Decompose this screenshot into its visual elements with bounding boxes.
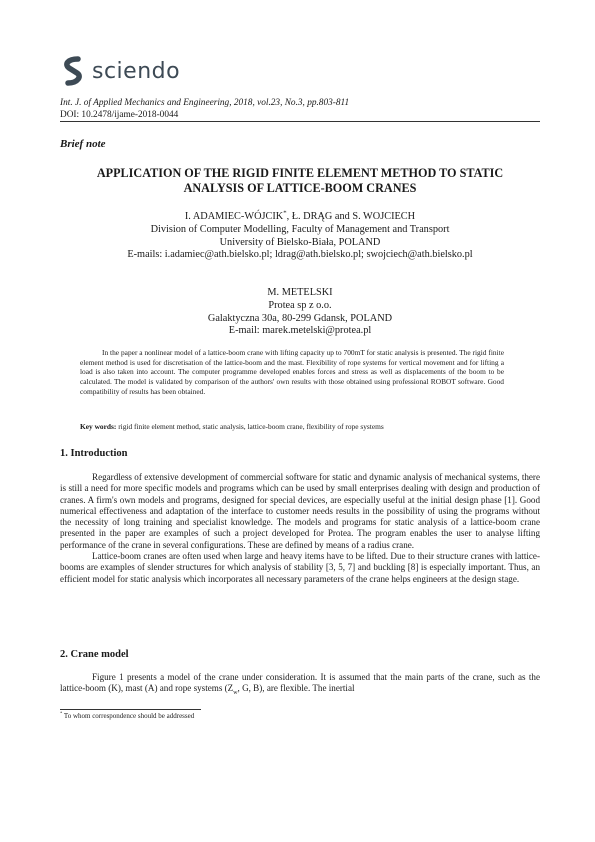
author-names: M. METELSKI <box>267 287 333 298</box>
publisher-logo <box>60 56 180 86</box>
author-emails: E-mails: i.adamiec@ath.bielsko.pl; ldrag@ath.bielsko.pl; swojciech@ath.bielsko.pl <box>127 249 473 261</box>
paragraph: Lattice-boom cranes are often used when large and heavy items have to be lifted. Due to their structure cranes with lattice-booms are examples of slender structures for which analysis of stability [3, 5, 7] and buckling [8] is especially important. Thus, an efficient model for static analysis which incorporates all necessary parameters of the crane helps engineers at the design stage. <box>60 551 540 584</box>
paragraph: Regardless of extensive development of commercial software for static and dynamic analysis of mechanical systems, there is still a need for more specific models and programs which can be used by small enterprises dealing with design and production of cranes. A firm's own models and programs, designed for special devices, are especially useful at the initial design phase [1]. Good numerical effectiveness and adaptation of the interface to customer needs results in the possibility of using the programs without the necessity of long training and specialist knowledge. The models and programs for static analysis of a lattice-boom crane presented in the paper are examples of such a project developed for Protea. The program enables the user to analyse lifting performance of the crane in several configurations. These are defined by means of a radius crane. <box>60 472 540 550</box>
footnote-divider <box>60 709 201 710</box>
footnote: * To whom correspondence should be addressed <box>60 710 195 720</box>
affiliation-line: Division of Computer Modelling, Faculty of Management and Transport <box>150 223 450 235</box>
author-names: I. ADAMIEC-WÓJCIK*, Ł. DRĄG and S. WOJCIECH <box>184 209 416 222</box>
keywords-label: Key words: <box>80 422 117 431</box>
header-divider <box>60 121 540 122</box>
footnote-marker: * <box>283 209 287 217</box>
author-block <box>60 287 540 338</box>
title-line: APPLICATION OF THE RIGID FINITE ELEMENT METHOD TO STATIC <box>96 166 504 180</box>
article-type: Brief note <box>60 138 106 150</box>
keywords-text: rigid finite element method, static analysis, lattice-boom crane, flexibility of rope systems <box>116 422 384 431</box>
affiliation-line: Protea sp z o.o. <box>268 299 332 311</box>
paragraph: Figure 1 presents a model of the crane under consideration. It is assumed that the main parts of the crane, such as the lattice-boom (K), mast (A) and rope systems ($Z_w$, G, B), are flexible. The inertial <box>60 672 540 697</box>
affiliation-line: University of Bielsko-Biała, POLAND <box>219 236 381 248</box>
affiliation-line: Galaktyczna 30a, 80-299 Gdansk, POLAND <box>207 312 393 324</box>
sciendo-s-icon <box>60 56 86 86</box>
section-heading: 1. Introduction <box>60 448 128 459</box>
author-block <box>60 211 540 262</box>
section-heading: 2. Crane model <box>60 649 129 660</box>
doi: DOI: 10.2478/ijame-2018-0044 <box>60 110 179 120</box>
paper-title <box>60 166 540 196</box>
author-emails: E-mail: marek.metelski@protea.pl <box>228 325 372 337</box>
abstract: In the paper a nonlinear model of a lattice-boom crane with lifting capacity up to 700mT for static analysis is presented. The rigid finite element method is used for discretisation of the lattice-boom and the mast. Flexibility of rope systems for vertical movement and for lifting a load is also taken into account. The computer programme developed enables forces and stress as well as displacements of the boom to be calculated. The model is validated by comparison of the authors' own results with those obtained using professional ROBOT software. Good compatibility of results has been obtained. <box>80 348 504 396</box>
section-body <box>60 472 540 585</box>
keywords <box>80 422 504 431</box>
journal-citation: Int. J. of Applied Mechanics and Engineering, 2018, vol.23, No.3, pp.803-811 <box>60 98 350 108</box>
section-body <box>60 672 540 695</box>
title-line: ANALYSIS OF LATTICE-BOOM CRANES <box>183 181 417 195</box>
logo-text: sciendo <box>92 58 181 84</box>
